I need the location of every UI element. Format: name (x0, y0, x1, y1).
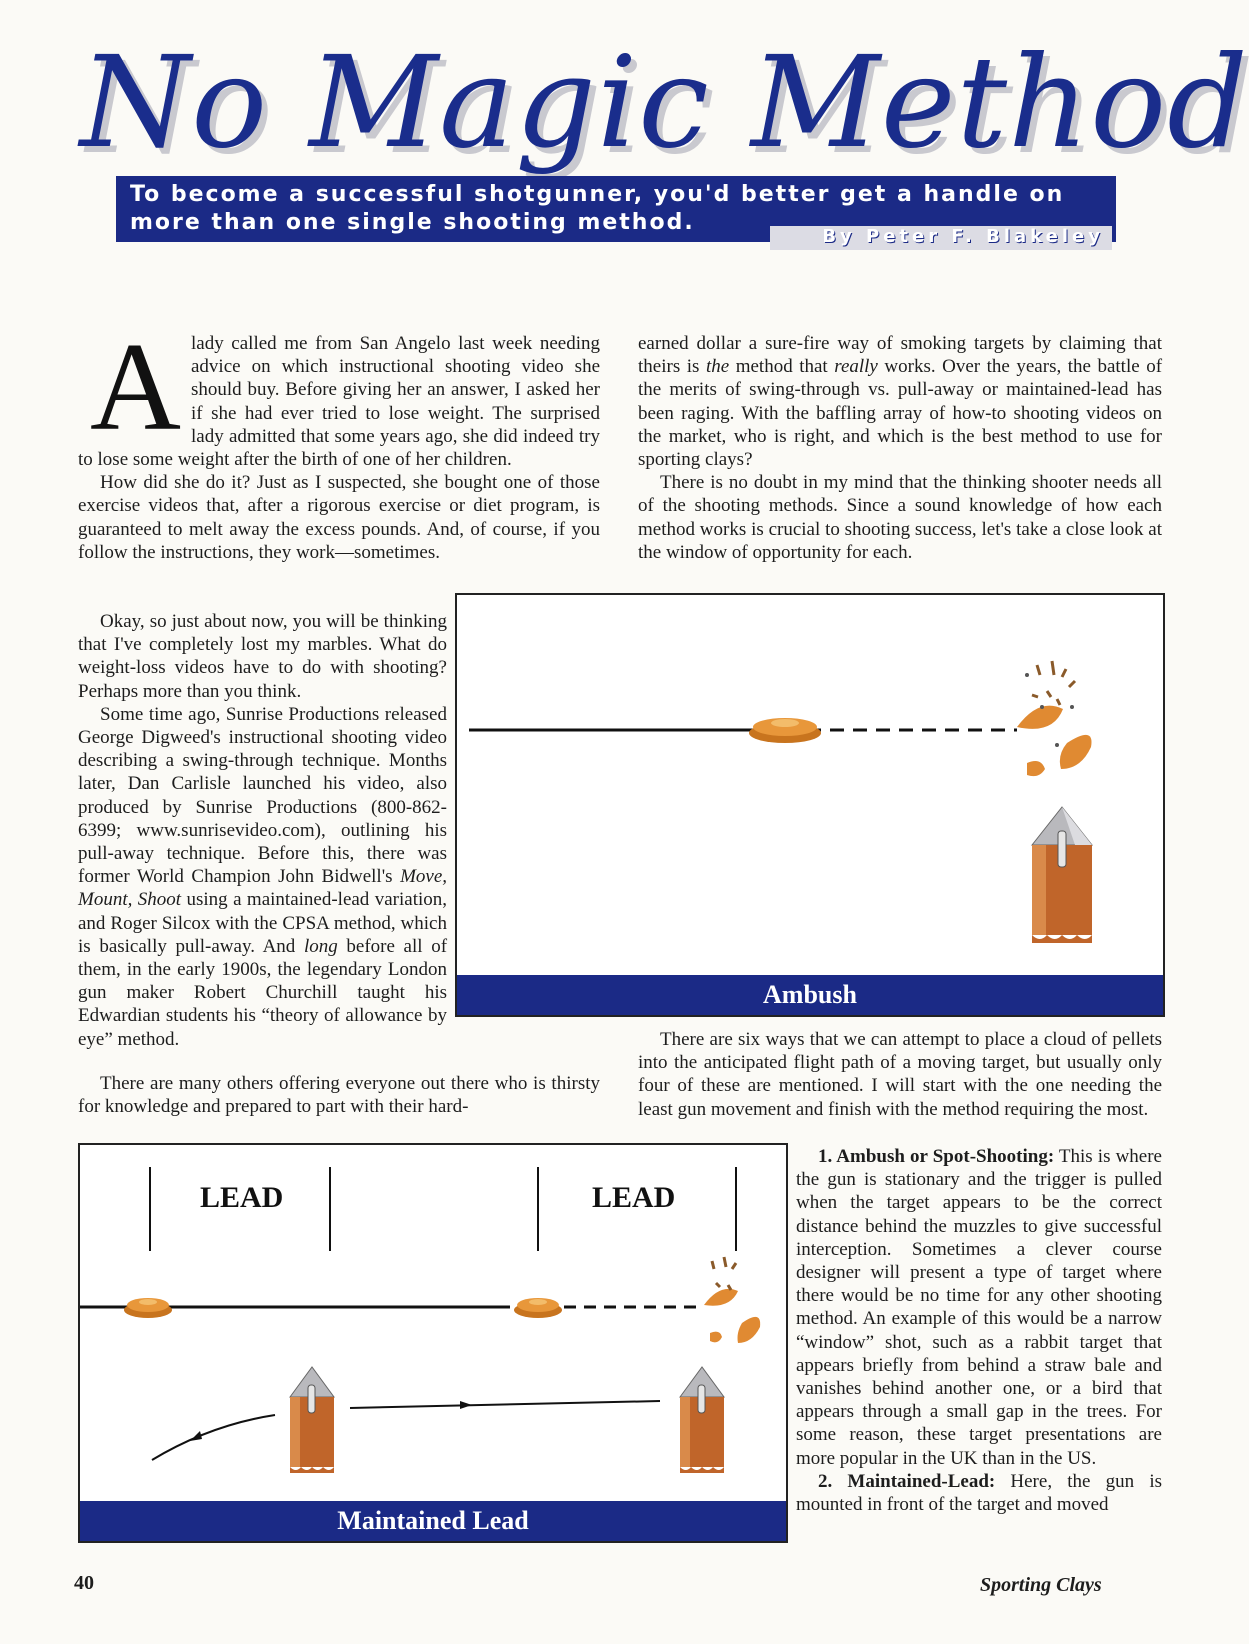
column-1-narrow (78, 610, 448, 1050)
text-run: earned dollar a sure-fire way of smoking targets by claiming that theirs is (638, 333, 1162, 378)
broken-target (1017, 661, 1092, 776)
paragraph-5: There are many others offering everyone out there who is thirsty for knowledge and prepared to part with their hard- (78, 1073, 600, 1118)
column-2-bottom (796, 1145, 1162, 1557)
column-1-bottom (78, 1072, 600, 1120)
clay-target-start (124, 1298, 172, 1318)
subtitle-line-2: more than one single shooting method. (130, 210, 695, 235)
column-2-middle (638, 1028, 1162, 1148)
magazine-name: Sporting Clays (980, 1574, 1102, 1596)
text-run: method that (735, 356, 828, 378)
video-title: Move, Mount, Shoot (78, 866, 448, 911)
paragraph-4-text: Some time ago, Sunrise Productions released George Digweed's instructional shooting video describing a swing-through technique. Months later, Dan Carlisle launched his video, also produced by Sunrise Productions (800-862-6399; www.sunrisevideo.com), outlining his pull-away technique. Before this, there was former World Champion John Bidwell's (78, 703, 447, 888)
paragraph-4-text-3: before all of them, in the early 1900s, the legendary London gun maker Robert Churchill taught his Edwardian students his “theory of allowance by eye” method. (78, 935, 448, 1050)
ambush-text: This is where the gun is stationary and the trigger is pulled when the target appears to be the correct distance behind the muzzles to give successful interception. Sometimes a clever course designer will present a type of target where there would be no time for any other shooting method. An example of this would be a narrow “window” shot, such as a rabbit target that appears briefly from behind a straw bale and vanishes behind another one, or a bird that appears through a small gap in the trees. For some reason, these target presentations are more popular in the UK than in the US. (796, 1146, 1162, 1469)
ambush-figure (455, 593, 1165, 1017)
emphasis-the: the (705, 356, 730, 378)
gun-muzzle-start (290, 1367, 334, 1473)
paragraph-3: Okay, so just about now, you will be thinking that I've completely lost my marbles. What do weight-loss videos have to do with shooting? Perhaps more than you think. (78, 611, 447, 702)
clay-target (749, 718, 821, 743)
heading-maintained-lead: 2. Maintained-Lead: (818, 1470, 996, 1492)
column-2-top (638, 332, 1162, 572)
paragraph-ambush (796, 1145, 1162, 1470)
maintained-lead-figure (78, 1143, 788, 1543)
paragraph-2: How did she do it? Just as I suspected, she bought one of those exercise videos that, after a rigorous exercise or diet program, is guaranteed to melt away the excess pounds. And, of course, if you follow the instructions, they work—sometimes. (78, 472, 600, 563)
paragraph-4-text-2: using a maintained-lead variation, and Roger Silcox with the CPSA method, which is basically pull-away. And (78, 889, 448, 957)
clay-target-middle (514, 1298, 562, 1318)
ambush-diagram (457, 595, 1163, 975)
text-run: works. Over the years, the battle of the merits of swing-through vs. pull-away or maintained-lead has been raging. With the baffling array of how-to shooting videos on the market, who is right, and which is the best method to use for sporting clays? (638, 356, 1163, 471)
paragraph-maintained-lead (796, 1470, 1162, 1516)
maintained-lead-caption: Maintained Lead (80, 1501, 786, 1541)
gun-muzzle (1032, 807, 1092, 943)
maintained-lead-diagram (80, 1145, 786, 1501)
paragraph-1: lady called me from San Angelo last week needing advice on which instructional shooting video she should buy. Before giving her an answer, I asked her if she had ever tried to lose weight. The surprised lady admitted that some years ago, she did indeed try to lose some weight after the birth of one of her children. (78, 333, 600, 471)
paragraph-8: There are six ways that we can attempt to place a cloud of pellets into the anticipated flight path of a moving target, but usually only four of these are mentioned. I will start with the one needing the least gun movement and finish with the method requiring the most. (638, 1029, 1162, 1120)
article-title: No Magic Method (80, 29, 1249, 176)
emphasis-long: long (303, 935, 338, 957)
paragraph-7: There is no doubt in my mind that the thinking shooter needs all of the shooting methods. Since a sound knowledge of how each method works is crucial to shooting success, let's take a close look at the window of opportunity for each. (638, 472, 1162, 563)
paragraph-4 (78, 703, 447, 1051)
subtitle-line-1: To become a successful shotgunner, you'd better get a handle on (130, 182, 1065, 207)
drop-cap: A (90, 318, 181, 457)
broken-target (704, 1257, 760, 1343)
emphasis-really: really (834, 356, 878, 378)
lead-label-left: LEAD (200, 1181, 284, 1214)
maintained-lead-text: Here, the gun is mounted in front of the target and moved (796, 1470, 1162, 1516)
ambush-caption: Ambush (457, 975, 1163, 1015)
paragraph-6 (638, 332, 1162, 471)
column-1-top (78, 318, 600, 587)
lead-label-right: LEAD (592, 1181, 676, 1214)
page-number: 40 (74, 1572, 94, 1594)
byline: By Peter F. Blakeley (770, 226, 1112, 250)
gun-muzzle-end (680, 1367, 724, 1473)
heading-ambush: 1. Ambush or Spot-Shooting: (818, 1146, 1055, 1167)
